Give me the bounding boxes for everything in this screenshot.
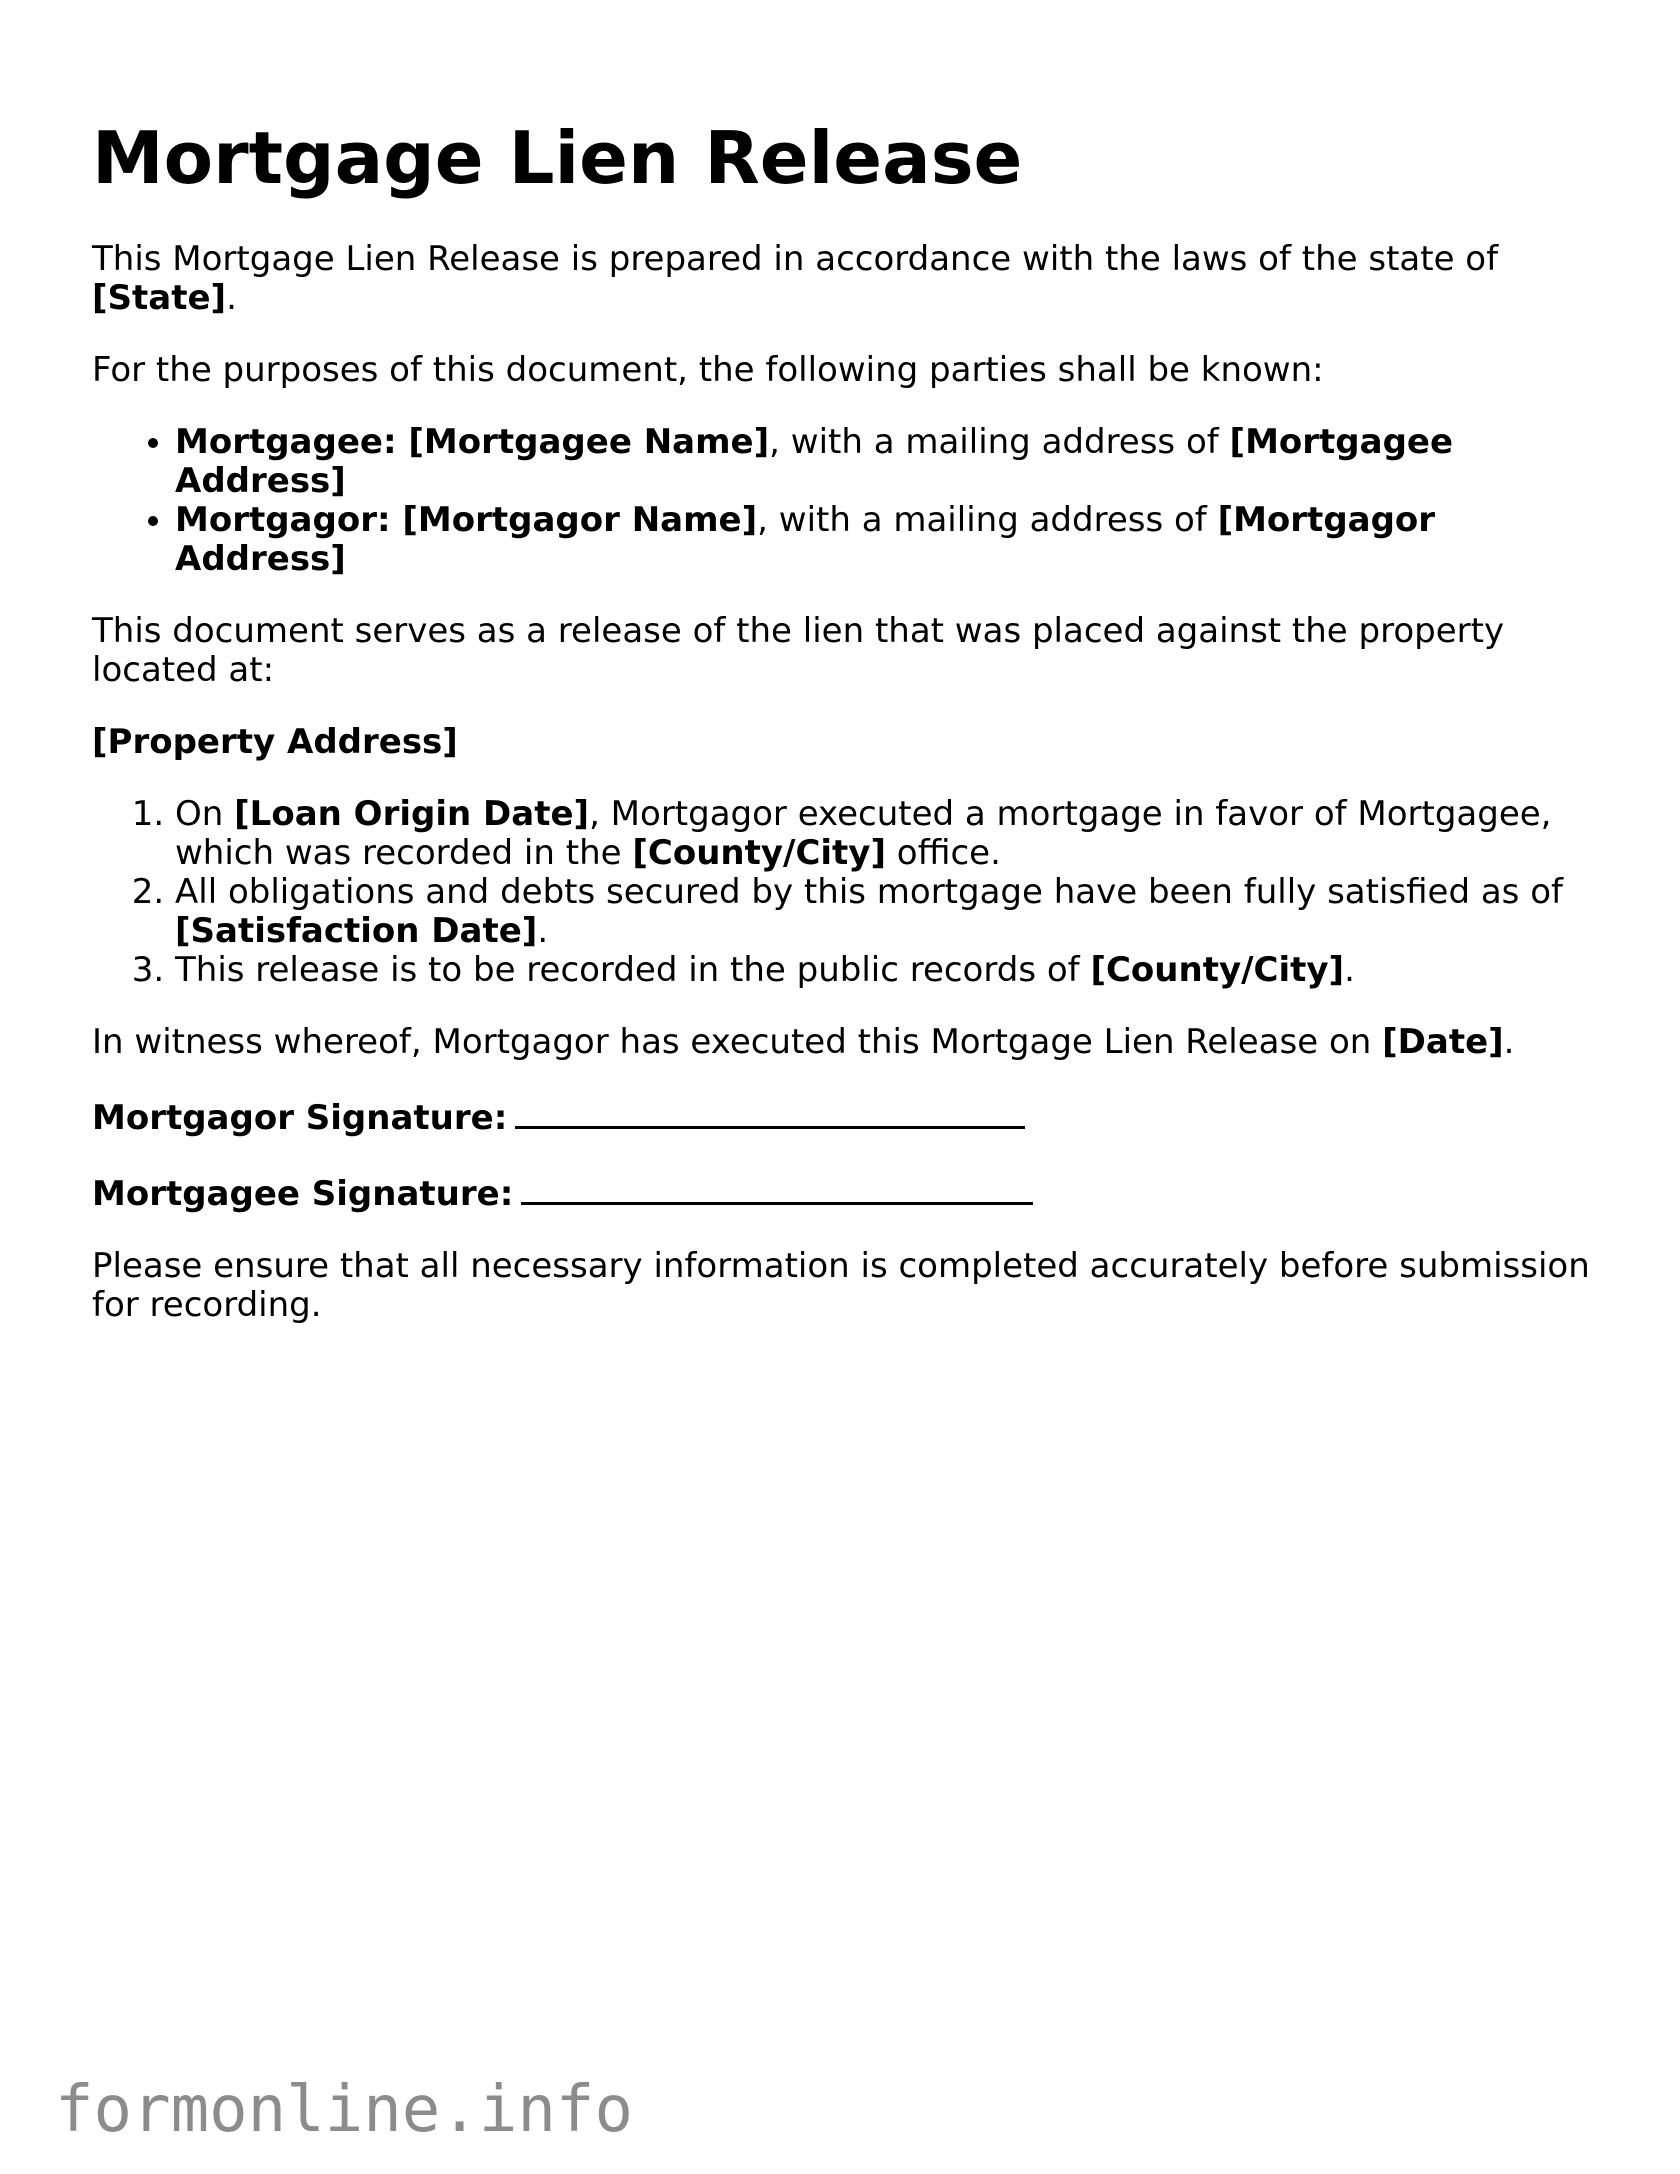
property-address: [Property Address]: [92, 722, 458, 762]
party-role: Mortgagor: [Mortgagor Name]: [175, 500, 758, 540]
county-city-placeholder: [County/City]: [1090, 950, 1345, 990]
closing-note: Please ensure that all necessary information is completed accurately before submission for recording.: [92, 1246, 1590, 1325]
state-placeholder: [State]: [92, 278, 227, 318]
party-role: Mortgagee: [Mortgagee Name]: [175, 422, 770, 462]
mortgagee-signature-label: Mortgagee Signature:: [92, 1174, 514, 1214]
intro-paragraph: This Mortgage Lien Release is prepared in accordance with the laws of the state of [State].: [92, 239, 1499, 318]
mortgagee-signature-line[interactable]: [521, 1171, 1033, 1205]
county-city-placeholder: [County/City]: [632, 833, 886, 873]
term-item: 3. This release is to be recorded in the public records of [County/City].: [175, 951, 1612, 990]
party-mortgagor: • Mortgagor: [Mortgagor Name], with a mailing address of [Mortgagor Address]: [175, 501, 1612, 579]
date-placeholder: [Date]: [1382, 1022, 1504, 1062]
parties-list: [92, 423, 1612, 579]
intro-text: This Mortgage Lien Release is prepared in accordance with the laws of the state of: [92, 239, 1499, 279]
satisfaction-date-placeholder: [Satisfaction Date]: [175, 911, 538, 951]
term-item: 1. On [Loan Origin Date], Mortgagor executed a mortgage in favor of Mortgagee, which was recorded in the [County/City] office.: [175, 795, 1612, 873]
mortgagor-signature-line[interactable]: [515, 1095, 1025, 1129]
document-title: Mortgage Lien Release: [92, 116, 1023, 200]
document-page: [92, 108, 1612, 1358]
parties-intro: For the purposes of this document, the following parties shall be known:: [92, 350, 1324, 390]
release-statement: This document serves as a release of the lien that was placed against the property located at:: [92, 611, 1505, 690]
witness-paragraph: In witness whereof, Mortgagor has executed this Mortgage Lien Release on [Date].: [92, 1022, 1515, 1062]
terms-list: [92, 795, 1612, 990]
mortgagee-signature-row: [92, 1171, 1612, 1214]
mortgagor-signature-row: [92, 1095, 1612, 1138]
party-mortgagee: • Mortgagee: [Mortgagee Name], with a mailing address of [Mortgagee Address]: [175, 423, 1612, 501]
watermark: formonline.info: [55, 2073, 633, 2147]
party-address: [Mortgagee Address]: [175, 422, 1454, 501]
party-address: [Mortgagor Address]: [175, 500, 1436, 579]
term-item: 2. All obligations and debts secured by this mortgage have been fully satisfied as of [Satisfaction Date].: [175, 873, 1612, 951]
mortgagor-signature-label: Mortgagor Signature:: [92, 1098, 508, 1138]
loan-origin-date-placeholder: [Loan Origin Date]: [234, 794, 590, 834]
